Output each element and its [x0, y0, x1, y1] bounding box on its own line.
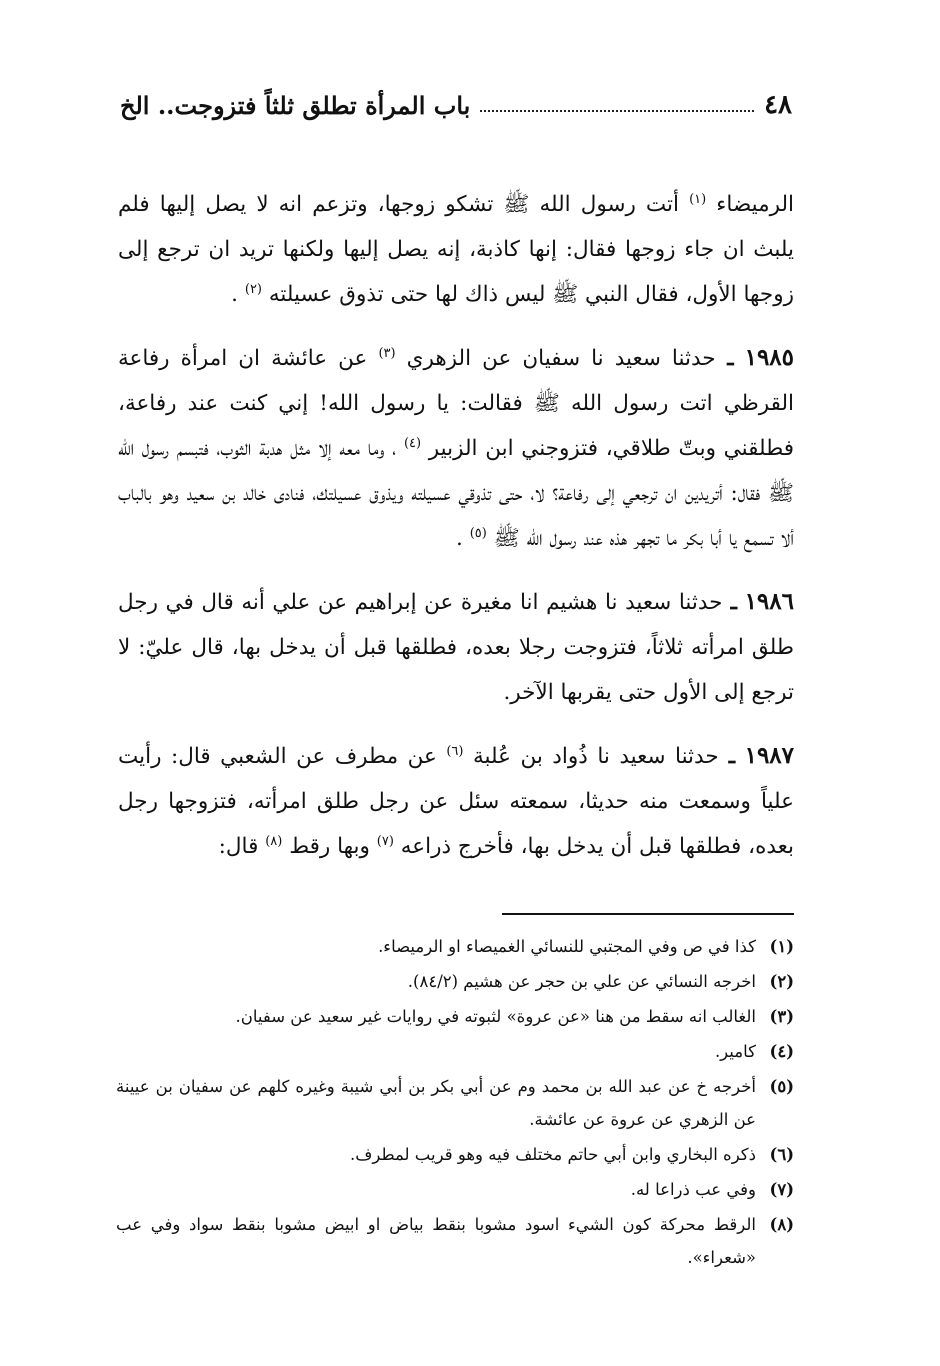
footnote-item: [116, 1035, 794, 1068]
footnote-ref: (٥): [469, 525, 487, 541]
footnote-ref: (٦): [446, 743, 464, 759]
paragraph-text: .: [456, 526, 463, 551]
running-header: [120, 86, 792, 120]
dash-separator: ـ: [718, 744, 736, 769]
footnote-item: [116, 1000, 794, 1033]
paragraph-text: قال:: [218, 834, 259, 859]
hadith-number: ١٩٨٦: [744, 588, 794, 615]
footnote-text: الرقط محركة كون الشيء اسود مشوبا بنقط بياض او ابيض مشوبا بنقط سواد وفي عب «شعراء».: [116, 1215, 756, 1267]
main-text: [118, 182, 794, 887]
footnote-text: ذكره البخاري وابن أبي حاتم مختلف فيه وهو قريب لمطرف.: [350, 1145, 756, 1164]
footnote-ref: (٨): [265, 833, 283, 849]
paragraph-intro: [118, 182, 794, 317]
footnote-text: اخرجه النسائي عن علي بن حجر عن هشيم (٨٤/٢).: [407, 972, 756, 991]
footnote-item: [116, 1173, 794, 1206]
paragraph-text: وبها رقط: [289, 834, 370, 859]
footnote-item: [116, 1138, 794, 1171]
paragraph-text: حدثنا سعيد نا هشيم انا مغيرة عن إبراهيم عن علي أنه قال في رجل طلق امرأته ثلاثاً، فتزوجت رجلا بعده، فطلقها قبل أن يدخل بها، قال عليّ: لا ترجع إلى الأول حتى يقربها الآخر.: [118, 590, 794, 705]
paragraph-text: عن مطرف عن الشعبي قال: رأيت علياً وسمعت منه حديثا، سمعته سئل عن رجل طلق امرأته، فتزوجها رجل بعده، فطلقها قبل أن يدخل بها، فأخرج ذراعه: [118, 744, 794, 859]
footnote-text: أخرجه خ عن عبد الله بن محمد وم عن أبي بكر بن أبي شيبة وغيره كلهم عن سفيان بن عيينة عن الزهري عن عروة عن عائشة.: [116, 1077, 756, 1129]
footnote-text: وفي عب ذراعا له.: [630, 1180, 756, 1199]
footnote-number: (٨): [769, 1215, 794, 1234]
paragraph-text: حدثنا سعيد نا ذُواد بن عُلبة: [473, 744, 719, 769]
footnote-ref: (٣): [378, 345, 396, 361]
footnote-ref: (٢): [244, 281, 262, 297]
hadith-1985: [118, 335, 794, 561]
footnote-item: [116, 1070, 794, 1136]
footnote-ref: (١): [689, 191, 707, 207]
header-dotted-leader: [480, 109, 754, 112]
paragraph-text: عن عائشة ان امرأة رفاعة القرظي اتت رسول الله ﷺ فقالت: يا رسول الله! إني كنت عند رفاعة، فطلقني وبتّ طلاقي، فتزوجني ابن الزبير: [118, 346, 794, 461]
footnote-item: [116, 930, 794, 963]
running-title: باب المرأة تطلق ثلثاً فتزوجت.. الخ: [120, 91, 471, 120]
footnote-number: (٦): [769, 1145, 794, 1164]
paragraph-text: أتت رسول الله ﷺ تشكو زوجها، وتزعم انه لا يصل إليها فلم يلبث ان جاء زوجها فقال: إنها كاذبة، إنه يصل إليها ولكنها تريد ان ترجع إلى زوجها الأول، فقال النبي ﷺ ليس ذاك لها حتى تذوق عسيلته: [118, 192, 794, 307]
dash-separator: ـ: [722, 590, 737, 615]
footnote-text: كامير.: [714, 1042, 756, 1061]
paragraph-text: ، وما معه إلا مثل هدبة الثوب، فتبسم رسول الله ﷺ فقال: أتريدين ان ترجعي إلى رفاعة؟ لا، حتى تذوقي عسيلته ويذوق عسيلتك، فنادى خالد بن سعيد وهو بالباب ألا تسمع يا أبا بكر ما تجهر هذه عند رسول الله ﷺ: [118, 436, 794, 551]
footnote-divider: [502, 913, 794, 915]
footnote-text: كذا في ص وفي المجتبي للنسائي الغميصاء او الرميصاء.: [378, 937, 756, 956]
hadith-1987: [118, 733, 794, 869]
footnote-item: [116, 1208, 794, 1274]
hadith-1986: [118, 579, 794, 715]
footnote-ref: (٤): [403, 435, 422, 451]
footnotes: [116, 930, 794, 1276]
footnote-text: الغالب انه سقط من هنا «عن عروة» لثبوته في روايات غير سعيد عن سفيان.: [235, 1007, 756, 1026]
footnote-ref: (٧): [376, 833, 394, 849]
footnote-number: (٢): [769, 972, 794, 991]
paragraph-text: الرميضاء: [716, 192, 794, 217]
footnote-item: [116, 965, 794, 998]
footnote-number: (٤): [769, 1042, 794, 1061]
hadith-number: ١٩٨٧: [744, 742, 795, 769]
paragraph-text: .: [231, 282, 239, 307]
hadith-number: ١٩٨٥: [744, 344, 795, 371]
footnote-number: (٣): [769, 1007, 794, 1026]
paragraph-text: حدثنا سعيد نا سفيان عن الزهري: [406, 346, 716, 371]
dash-separator: ـ: [715, 346, 734, 371]
page-number: ٤٨: [764, 90, 792, 120]
footnote-number: (١): [769, 937, 794, 956]
footnote-number: (٥): [769, 1077, 794, 1096]
footnote-number: (٧): [769, 1180, 794, 1199]
